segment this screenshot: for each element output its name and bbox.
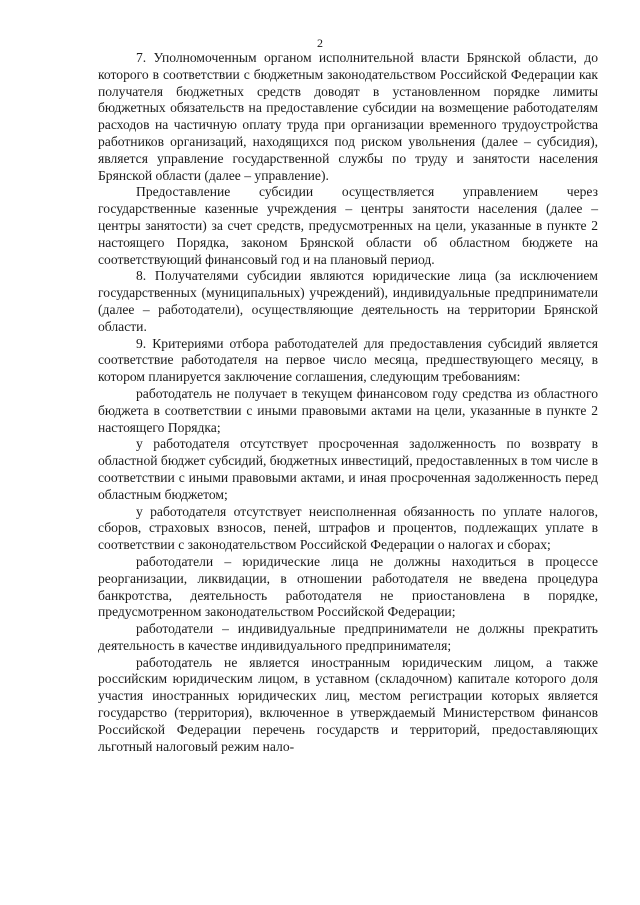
document-body (98, 50, 598, 755)
paragraph-subsidy-provision: Предоставление субсидии осуществляется управлением через государственные казенные учреждения – центры занятости населения (далее – центры занятости) за счет средств, предусмотренных на цели, указанные в пункте 2 настоящего Порядка, законом Брянской области об областном бюджете на соответствующий финансовый год и на плановый период. (98, 184, 598, 267)
page-number: 2 (317, 36, 323, 50)
criterion-no-tax-arrears: у работодателя отсутствует неисполненная обязанность по уплате налогов, сборов, страховых взносов, пеней, штрафов и процентов, подлежащих уплате в соответствии с законодательством Российской Федерации о налогах и сборах; (98, 503, 598, 553)
paragraph-9-criteria: 9. Критериями отбора работодателей для предоставления субсидий является соответствие работодателя на первое число месяца, предшествующего месяцу, в котором планируется заключение соглашения, следующим требованиям: (98, 335, 598, 385)
paragraph-7-authorized-body: 7. Уполномоченным органом исполнительной власти Брянской области, до которого в соответствии с бюджетным законодательством Российской Федерации как получателя бюджетных средств доводят в установленном порядке лимиты бюджетных обязательств на предоставление субсидии на возмещение работодателям расходов на частичную оплату труда при организации временного трудоустройства работников организаций, находящихся под риском увольнения (далее – субсидия), является управление государственной службы по труду и занятости населения Брянской области (далее – управление). (98, 50, 598, 183)
criterion-entrepreneur-active: работодатели – индивидуальные предприниматели не должны прекратить деятельность в качестве индивидуального предпринимателя; (98, 621, 598, 653)
criterion-no-reorganization: работодатели – юридические лица не должны находиться в процессе реорганизации, ликвидации, в отношении работодателя не введена процедура банкротства, деятельность работодателя не приостановлена в порядке, предусмотренном законодательством Российской Федерации; (98, 553, 598, 620)
paragraph-8-recipients: 8. Получателями субсидии являются юридические лица (за исключением государственных (муниципальных) учреждений), индивидуальные предприниматели (далее – работодатели), осуществляющие деятельность на территории Брянской области. (98, 268, 598, 334)
criterion-not-foreign-entity: работодатель не является иностранным юридическим лицом, а также российским юридическим лицом, в уставном (складочном) капитале которого доля участия иностранных юридических лиц, местом регистрации которых является государство (территория), включенное в утверждаемый Министерством финансов Российской Федерации перечень государств и территорий, предоставляющих льготный налоговый режим нало- (98, 654, 598, 754)
criterion-no-overdue-debt: у работодателя отсутствует просроченная задолженность по возврату в областной бюджет субсидий, бюджетных инвестиций, предоставленных в том числе в соответствии с иными правовыми актами, и иная просроченная задолженность перед областным бюджетом; (98, 436, 598, 502)
criterion-no-other-funds: работодатель не получает в текущем финансовом году средства из областного бюджета в соответствии с иными правовыми актами на цели, указанные в пункте 2 настоящего Порядка; (98, 385, 598, 435)
